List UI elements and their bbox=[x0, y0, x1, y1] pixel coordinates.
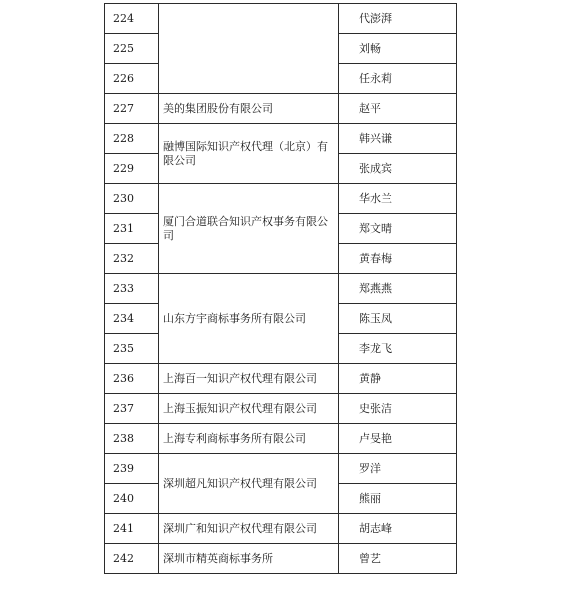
table-row bbox=[105, 424, 457, 454]
organization-cell bbox=[159, 4, 339, 94]
table-row bbox=[105, 124, 457, 154]
row-number: 228 bbox=[105, 124, 159, 154]
person-name: 熊丽 bbox=[339, 484, 457, 514]
row-number: 225 bbox=[105, 34, 159, 64]
table-row bbox=[105, 184, 457, 214]
table-row bbox=[105, 394, 457, 424]
row-number: 233 bbox=[105, 274, 159, 304]
row-number: 230 bbox=[105, 184, 159, 214]
table-row bbox=[105, 4, 457, 34]
organization-cell: 厦门合道联合知识产权事务有限公司 bbox=[159, 184, 339, 274]
organization-cell: 融博国际知识产权代理（北京）有限公司 bbox=[159, 124, 339, 184]
organization-cell: 深圳超凡知识产权代理有限公司 bbox=[159, 454, 339, 514]
table-row bbox=[105, 544, 457, 574]
table-row bbox=[105, 514, 457, 544]
table-row bbox=[105, 364, 457, 394]
row-number: 237 bbox=[105, 394, 159, 424]
table-row bbox=[105, 274, 457, 304]
person-name: 任永莉 bbox=[339, 64, 457, 94]
person-name: 曾艺 bbox=[339, 544, 457, 574]
person-name: 史张洁 bbox=[339, 394, 457, 424]
person-name: 郑文晴 bbox=[339, 214, 457, 244]
person-name: 韩兴谦 bbox=[339, 124, 457, 154]
person-name: 胡志峰 bbox=[339, 514, 457, 544]
person-name: 罗洋 bbox=[339, 454, 457, 484]
row-number: 227 bbox=[105, 94, 159, 124]
row-number: 242 bbox=[105, 544, 159, 574]
organization-cell: 深圳广和知识产权代理有限公司 bbox=[159, 514, 339, 544]
table-row bbox=[105, 454, 457, 484]
row-number: 224 bbox=[105, 4, 159, 34]
table-row bbox=[105, 94, 457, 124]
roster-table bbox=[104, 3, 457, 574]
organization-cell: 上海玉振知识产权代理有限公司 bbox=[159, 394, 339, 424]
person-name: 陈玉凤 bbox=[339, 304, 457, 334]
person-name: 郑燕燕 bbox=[339, 274, 457, 304]
row-number: 229 bbox=[105, 154, 159, 184]
organization-cell: 山东方宇商标事务所有限公司 bbox=[159, 274, 339, 364]
row-number: 226 bbox=[105, 64, 159, 94]
person-name: 黄春梅 bbox=[339, 244, 457, 274]
person-name: 张成宾 bbox=[339, 154, 457, 184]
row-number: 234 bbox=[105, 304, 159, 334]
row-number: 240 bbox=[105, 484, 159, 514]
person-name: 李龙飞 bbox=[339, 334, 457, 364]
row-number: 241 bbox=[105, 514, 159, 544]
person-name: 代澎湃 bbox=[339, 4, 457, 34]
person-name: 黄静 bbox=[339, 364, 457, 394]
row-number: 238 bbox=[105, 424, 159, 454]
organization-cell: 上海百一知识产权代理有限公司 bbox=[159, 364, 339, 394]
row-number: 231 bbox=[105, 214, 159, 244]
person-name: 华水兰 bbox=[339, 184, 457, 214]
organization-cell: 美的集团股份有限公司 bbox=[159, 94, 339, 124]
person-name: 刘畅 bbox=[339, 34, 457, 64]
organization-cell: 上海专利商标事务所有限公司 bbox=[159, 424, 339, 454]
row-number: 239 bbox=[105, 454, 159, 484]
row-number: 232 bbox=[105, 244, 159, 274]
row-number: 235 bbox=[105, 334, 159, 364]
organization-cell: 深圳市精英商标事务所 bbox=[159, 544, 339, 574]
person-name: 赵平 bbox=[339, 94, 457, 124]
row-number: 236 bbox=[105, 364, 159, 394]
person-name: 卢旻艳 bbox=[339, 424, 457, 454]
